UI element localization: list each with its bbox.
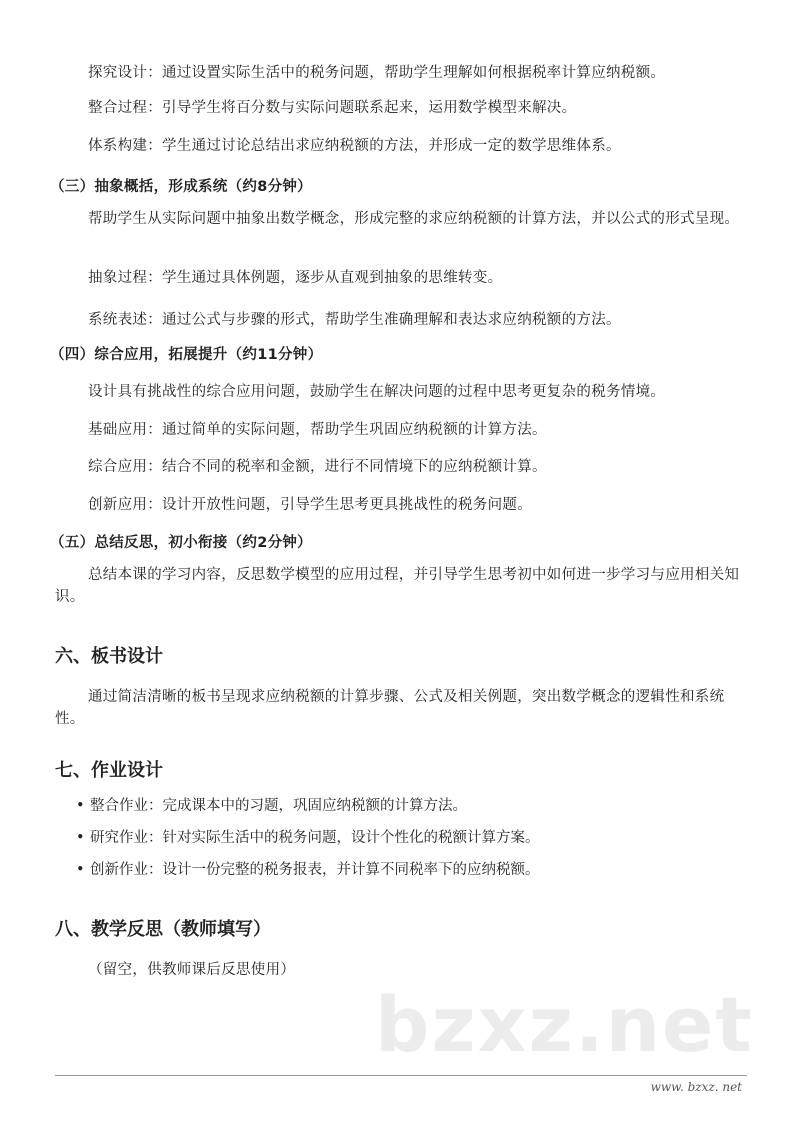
paragraph: 体系构建：学生通过讨论总结出求应纳税额的方法，并形成一定的数学思维体系。 — [88, 138, 621, 154]
paragraph: 通过简洁清晰的板书呈现求应纳税额的计算步骤、公式及相关例题，突出数学概念的逻辑性和系统性。 — [55, 689, 725, 727]
paragraph: 整合过程：引导学生将百分数与实际问题联系起来，运用数学模型来解决。 — [88, 100, 577, 116]
bullet-item: • 研究作业：针对实际生活中的税务问题，设计个性化的税额计算方案。 — [76, 827, 540, 849]
paragraph: 综合应用：结合不同的税率和金额，进行不同情境下的应纳税额计算。 — [88, 459, 547, 475]
footer-divider — [55, 1075, 747, 1076]
section-heading-reflection: 八、教学反思（教师填写） — [55, 919, 271, 940]
paragraph: 探究设计：通过设置实际生活中的税务问题，帮助学生理解如何根据税率计算应纳税额。 — [88, 65, 666, 81]
section-heading-homework: 七、作业设计 — [55, 760, 163, 781]
watermark: bzxz.net — [375, 980, 754, 1069]
subheading: （五）总结反思，初小衔接（约2分钟） — [50, 535, 312, 551]
bullet-icon: • — [76, 862, 85, 878]
subheading: （四）综合应用，拓展提升（约11分钟） — [50, 347, 323, 363]
paragraph: 基础应用：通过简单的实际问题，帮助学生巩固应纳税额的计算方法。 — [88, 422, 547, 438]
bullet-icon: • — [76, 830, 85, 846]
paragraph: 系统表述：通过公式与步骤的形式，帮助学生准确理解和表达求应纳税额的方法。 — [88, 312, 621, 328]
paragraph: 抽象过程：学生通过具体例题，逐步从直观到抽象的思维转变。 — [88, 270, 503, 286]
paragraph: 创新应用：设计开放性问题，引导学生思考更具挑战性的税务问题。 — [88, 497, 532, 513]
footer-url: www. bzxz. net — [650, 1080, 742, 1094]
paragraph: 设计具有挑战性的综合应用问题，鼓励学生在解决问题的过程中思考更复杂的税务情境。 — [88, 384, 666, 400]
paragraph: 总结本课的学习内容，反思数学模型的应用过程，并引导学生思考初中如何进一步学习与应用相关知识。 — [55, 567, 740, 605]
subheading: （三）抽象概括，形成系统（约8分钟） — [50, 179, 312, 195]
bullet-icon: • — [76, 798, 85, 814]
paragraph: （留空，供教师课后反思使用） — [88, 962, 296, 978]
paragraph: 帮助学生从实际问题中抽象出数学概念，形成完整的求应纳税额的计算方法，并以公式的形式呈现。 — [88, 211, 740, 227]
bullet-item: • 创新作业：设计一份完整的税务报表，并计算不同税率下的应纳税额。 — [76, 859, 540, 881]
section-heading-board-design: 六、板书设计 — [55, 646, 163, 667]
bullet-item: • 整合作业：完成课本中的习题，巩固应纳税额的计算方法。 — [76, 795, 467, 817]
